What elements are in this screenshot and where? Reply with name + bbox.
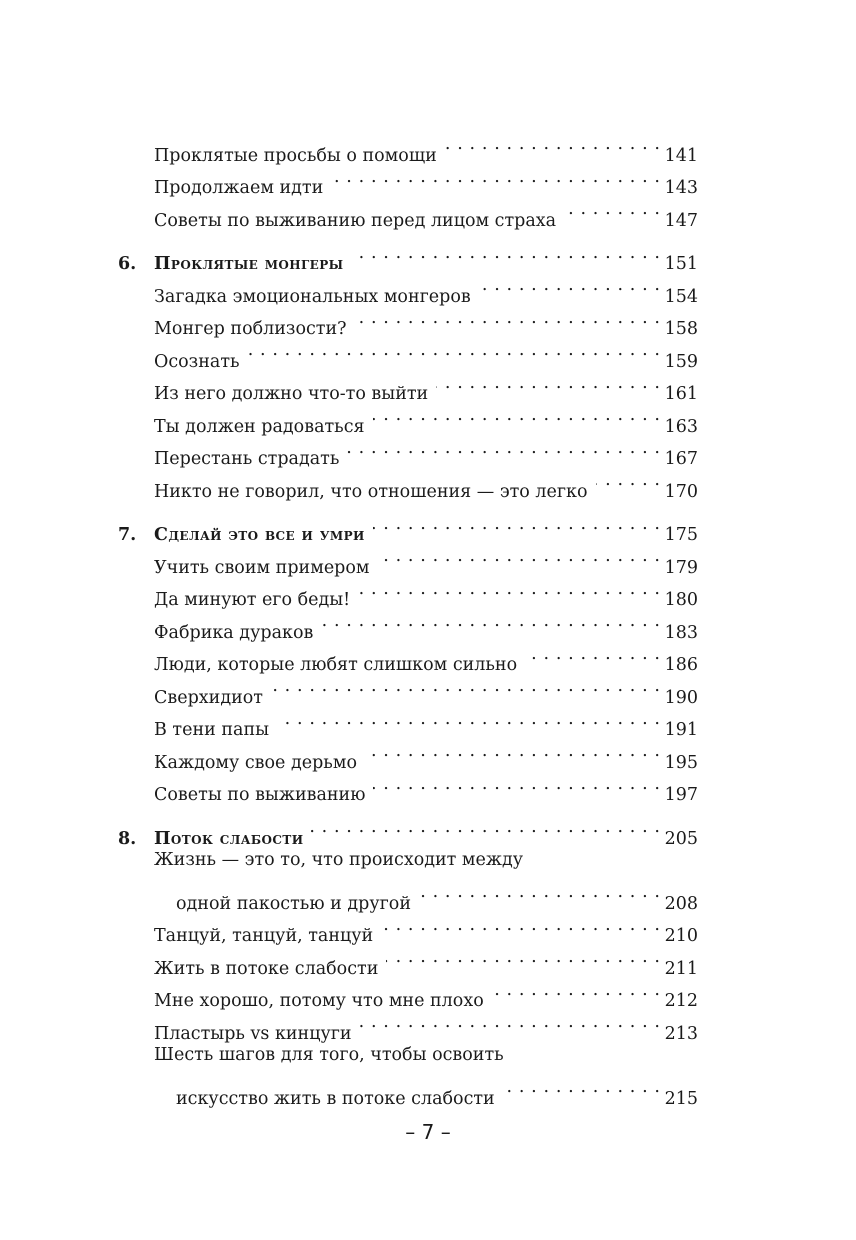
- leader-dots: [436, 367, 660, 400]
- toc-entry-title: В тени папы: [154, 720, 270, 740]
- toc-entry[interactable]: [0, 128, 698, 166]
- leader-dots: [358, 573, 660, 606]
- toc-entry[interactable]: [0, 974, 698, 1011]
- leader-dots: [321, 605, 660, 638]
- toc-entry-title: Люди, которые любят слишком сильно: [154, 655, 518, 675]
- leader-dots: [277, 703, 661, 736]
- toc-entry-page: 163: [664, 416, 698, 437]
- toc-entry-page: 212: [664, 991, 698, 1011]
- toc-entry-title-cont: одной пакостью и другой: [176, 893, 411, 914]
- toc-entry[interactable]: [0, 334, 698, 372]
- leader-dots: [596, 464, 661, 497]
- toc-entry-title: Каждому свое дерьмо: [154, 752, 357, 773]
- toc-entry-title: Перестань страдать: [154, 449, 340, 469]
- toc-entry-page: 190: [664, 687, 698, 708]
- toc-entry[interactable]: [0, 399, 698, 437]
- toc-entry-page: 180: [664, 590, 698, 610]
- toc-entry-page: 161: [664, 384, 698, 404]
- toc-entry[interactable]: [0, 432, 698, 469]
- toc-entry[interactable]: [0, 670, 698, 708]
- toc-entry-page: 208: [664, 893, 698, 914]
- toc-entry-page: 143: [664, 178, 698, 198]
- toc-entry-page: 167: [664, 449, 698, 469]
- chapter-title: Поток слабости: [154, 828, 304, 849]
- toc-entry[interactable]: [0, 573, 698, 610]
- toc-entry-page: 191: [664, 720, 698, 740]
- toc-entry-page: 195: [664, 752, 698, 773]
- leader-dots: [445, 128, 661, 161]
- toc-entry[interactable]: [0, 269, 698, 307]
- toc-entry-line1[interactable]: [0, 1039, 698, 1072]
- table-of-contents: [0, 128, 856, 1109]
- leader-dots: [351, 237, 660, 270]
- toc-entry-page: 183: [664, 622, 698, 643]
- toc-entry-title: Да минуют его беды!: [154, 590, 351, 610]
- toc-entry-title: Продолжаем идти: [154, 178, 324, 198]
- leader-dots: [248, 334, 661, 367]
- leader-dots: [347, 432, 660, 465]
- leader-dots: [311, 811, 660, 844]
- toc-entry-line2[interactable]: [0, 876, 698, 914]
- toc-entry[interactable]: [0, 540, 698, 578]
- leader-dots: [373, 399, 661, 432]
- toc-entry-title: Сверхидиот: [154, 687, 263, 708]
- toc-entry-page: 158: [664, 319, 698, 339]
- toc-entry-title: Загадка эмоциональных монгеров: [154, 286, 471, 307]
- toc-entry[interactable]: [0, 941, 698, 979]
- chapter-page: 205: [664, 828, 698, 849]
- toc-entry-title: Монгер поблизости?: [154, 319, 347, 339]
- toc-entry[interactable]: [0, 638, 698, 675]
- toc-entry-title: Жить в потоке слабости: [154, 958, 379, 979]
- toc-entry[interactable]: [0, 464, 698, 502]
- toc-entry-page: 147: [664, 210, 698, 231]
- toc-entry-page: 186: [664, 655, 698, 675]
- toc-entry-page: 211: [664, 958, 698, 979]
- toc-entry[interactable]: [0, 302, 698, 339]
- page-number: – 7 –: [405, 1120, 451, 1144]
- toc-entry-page: 215: [664, 1088, 698, 1109]
- chapter-page: 151: [664, 254, 698, 274]
- leader-dots: [331, 161, 660, 194]
- toc-entry-title: Проклятые просьбы о помощи: [154, 145, 437, 166]
- leader-dots: [419, 876, 661, 909]
- leader-dots: [378, 540, 661, 573]
- leader-dots: [492, 974, 661, 1007]
- toc-entry-line2[interactable]: [0, 1071, 698, 1109]
- leader-dots: [365, 735, 661, 768]
- leader-dots: [479, 269, 661, 302]
- toc-entry-page: 213: [664, 1023, 698, 1044]
- toc-entry-page: 141: [664, 145, 698, 166]
- toc-entry-page: 170: [664, 481, 698, 502]
- chapter-number: 6.: [118, 254, 137, 274]
- leader-dots: [360, 1006, 661, 1039]
- chapter-number: 7.: [118, 525, 137, 545]
- leader-dots: [373, 508, 661, 541]
- toc-entry-title: Пластырь vs кинцуги: [154, 1023, 352, 1044]
- leader-dots: [271, 670, 661, 703]
- toc-entry-title: Танцуй, танцуй, танцуй: [154, 926, 374, 946]
- leader-dots: [503, 1071, 661, 1104]
- toc-entry-page: 159: [664, 351, 698, 372]
- toc-chapter-6[interactable]: [0, 237, 698, 274]
- leader-dots: [564, 193, 660, 226]
- toc-entry[interactable]: [0, 193, 698, 231]
- toc-entry-title: Жизнь — это то, что происходит между: [154, 849, 524, 870]
- toc-entry[interactable]: [0, 161, 698, 198]
- chapter-title: Сделай это все и умри: [154, 525, 365, 545]
- toc-entry-title: Шесть шагов для того, чтобы освоить: [154, 1044, 504, 1065]
- chapter-title: Проклятые монгеры: [154, 254, 344, 274]
- leader-dots: [381, 909, 660, 942]
- toc-chapter-8[interactable]: [0, 811, 698, 849]
- leader-dots: [373, 768, 660, 801]
- toc-entry-title: Осознать: [154, 351, 240, 372]
- toc-entry-page: 154: [664, 286, 698, 307]
- toc-entry-page: 210: [664, 926, 698, 946]
- toc-entry-title: Ты должен радоваться: [154, 416, 365, 437]
- leader-dots: [386, 941, 660, 974]
- toc-entry[interactable]: [0, 605, 698, 643]
- leader-dots: [525, 638, 660, 671]
- toc-entry-page: 179: [664, 557, 698, 578]
- toc-entry-title-cont: искусство жить в потоке слабости: [176, 1088, 495, 1109]
- toc-entry-title: Мне хорошо, потому что мне плохо: [154, 991, 484, 1011]
- toc-entry-page: 197: [664, 785, 698, 805]
- toc-entry[interactable]: [0, 909, 698, 946]
- toc-entry-title: Советы по выживанию: [154, 785, 366, 805]
- toc-entry[interactable]: [0, 768, 698, 805]
- toc-entry[interactable]: [0, 735, 698, 773]
- leader-dots: [355, 302, 661, 335]
- toc-chapter-7[interactable]: [0, 508, 698, 545]
- toc-entry-title: Советы по выживанию перед лицом страха: [154, 210, 557, 231]
- toc-entry-title: Учить своим примером: [154, 557, 370, 578]
- section-gap: [0, 800, 856, 811]
- toc-entry-title: Никто не говорил, что отношения — это легко: [154, 481, 588, 502]
- toc-entry[interactable]: [0, 367, 698, 404]
- chapter-number: 8.: [118, 828, 137, 849]
- chapter-page: 175: [664, 525, 698, 545]
- toc-entry[interactable]: [0, 703, 698, 740]
- toc-entry-title: Из него должно что-то выйти: [154, 384, 429, 404]
- toc-entry-line1[interactable]: [0, 844, 698, 877]
- toc-entry[interactable]: [0, 1006, 698, 1044]
- toc-entry-title: Фабрика дураков: [154, 622, 314, 643]
